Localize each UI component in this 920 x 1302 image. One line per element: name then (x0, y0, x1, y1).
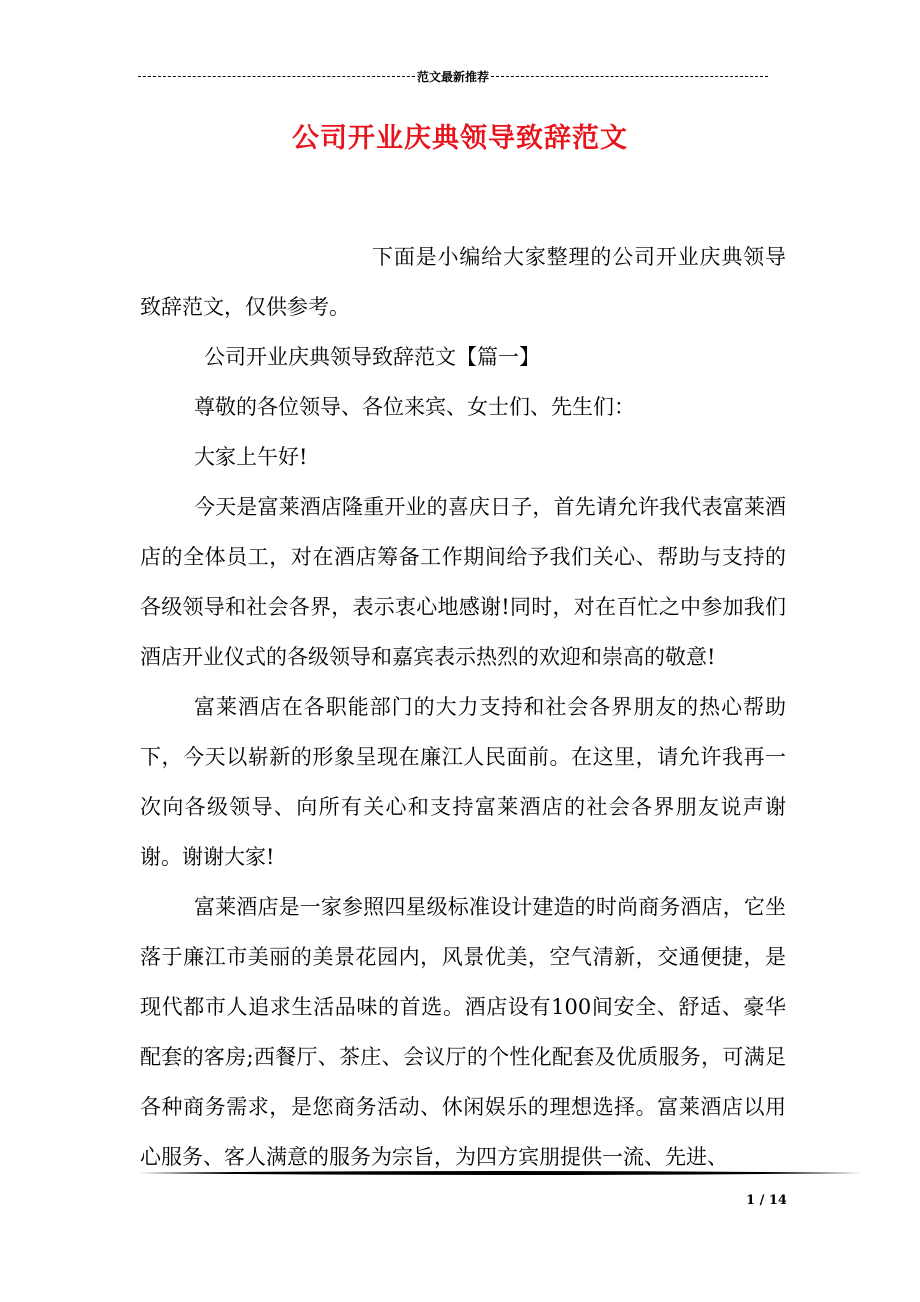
header-dash-right (491, 76, 768, 77)
body-paragraph-2: 富莱酒店在各职能部门的大力支持和社会各界朋友的热心帮助下，今天以崭新的形象呈现在廉江人民面前。在这里，请允许我再一次向各级领导、向所有关心和支持富莱酒店的社会各界朋友说声谢谢。谢谢大家! (140, 695, 786, 869)
document-title: 公司开业庆典领导致辞范文 (292, 123, 628, 154)
page-header (138, 66, 768, 86)
header-dash-left (138, 76, 415, 77)
body-paragraph-1: 今天是富莱酒店隆重开业的喜庆日子，首先请允许我代表富莱酒店的全体员工，对在酒店筹备工作期间给予我们关心、帮助与支持的各级领导和社会各界，表示衷心地感谢!同时，对在百忙之中参加我们酒店开业仪式的各级领导和嘉宾表示热烈的欢迎和崇高的敬意! (140, 495, 786, 669)
section-heading: 公司开业庆典领导致辞范文【篇一】 (204, 345, 540, 369)
salutation: 尊敬的各位领导、各位来宾、女士们、先生们： (194, 395, 635, 419)
header-label: 范文最新推荐 (417, 69, 490, 84)
body-paragraph-3: 富莱酒店是一家参照四星级标准设计建造的时尚商务酒店，它坐落于廉江市美丽的美景花园内，风景优美，空气清新，交通便捷，是现代都市人追求生活品味的首选。酒店设有100间安全、舒适、豪华配套的客房;西餐厅、茶庄、会议厅的个性化配套及优质服务，可满足各种商务需求，是您商务活动、休闲娱乐的理想选择。富莱酒店以用心服务、客人满意的服务为宗旨，为四方宾朋提供一流、先进、 (140, 895, 786, 1169)
page-number: 1 / 14 (746, 1193, 787, 1208)
greeting: 大家上午好! (194, 445, 308, 469)
intro-paragraph: 下面是小编给大家整理的公司开业庆典领导致辞范文，仅供参考。 (140, 245, 786, 319)
document-body (140, 232, 786, 1182)
footer-rule (138, 1170, 862, 1176)
